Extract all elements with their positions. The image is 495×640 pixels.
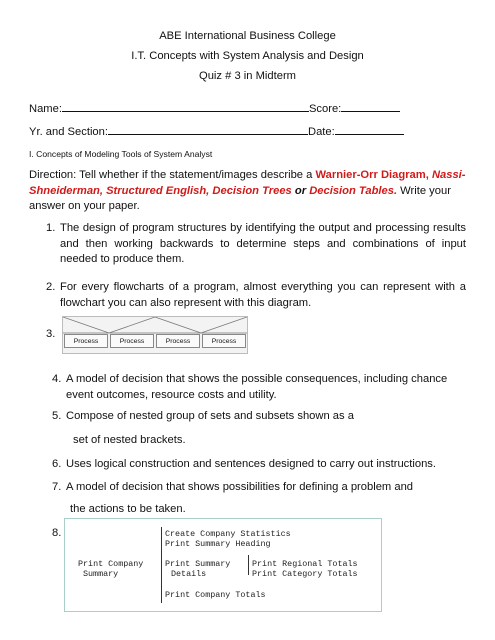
question-1: 1. The design of program structures by identifying the output and processing results and then working backwards to determine steps and combinations of input needed to produce them. (46, 222, 466, 265)
section-field (29, 124, 404, 138)
date-label: Date: (307, 126, 335, 138)
date-blank (335, 124, 404, 135)
ns-process-cell: Process (64, 334, 108, 348)
question-7: 7. A model of decision that shows possibilities for defining a problem and (52, 481, 414, 493)
question-7-cont: the actions to be taken. (70, 503, 186, 515)
ns-condition-lines (63, 317, 247, 334)
part-title: I. Concepts of Modeling Tools of System Analyst (29, 149, 213, 159)
direction-text: Direction: Tell whether if the statement/images describe a Warnier-Orr Diagram, Nassi-Shneiderman, Structured English, Decision Trees or Decision Tables. Write your answer on your paper. (29, 169, 466, 212)
question-5-cont: set of nested brackets. (73, 434, 186, 446)
score-label: Score: (308, 103, 342, 115)
wo-bracket-sub (248, 555, 249, 575)
question-4: 4. A model of decision that shows the possible consequences, including chance event outcomes, resource costs and utility. (52, 373, 448, 401)
question-6: 6. Uses logical construction and sentences designed to carry out instructions. (52, 458, 437, 470)
section-blank (108, 124, 308, 135)
wo-text: Print Category Totals (252, 569, 358, 579)
wo-text: Summary (83, 569, 119, 579)
wo-text: Print Company (78, 559, 144, 569)
score-blank (341, 101, 400, 112)
wo-text: Create Company Statistics (165, 529, 291, 539)
course-title: I.T. Concepts with System Analysis and Design (131, 50, 364, 62)
ns-process-cell: Process (156, 334, 200, 348)
wo-text: Print Company Totals (165, 590, 266, 600)
wo-text: Print Summary (165, 559, 231, 569)
name-field (29, 101, 400, 115)
question-8: 8. (52, 527, 62, 539)
ns-process-cell: Process (202, 334, 246, 348)
name-blank (62, 101, 309, 112)
wo-text: Details (171, 569, 207, 579)
quiz-title: Quiz # 3 in Midterm (199, 70, 296, 82)
school-name: ABE International Business College (159, 30, 336, 42)
question-2: 2. For every flowcharts of a program, almost everything you can represent with a flowchart you can also represent with this diagram. (46, 281, 466, 309)
question-5: 5. Compose of nested group of sets and subsets shown as a (52, 410, 354, 422)
section-label: Yr. and Section: (29, 126, 108, 138)
wo-text: Print Regional Totals (252, 559, 358, 569)
ns-process-cell: Process (110, 334, 154, 348)
question-3: 3. (46, 328, 56, 340)
warnier-orr-diagram (64, 518, 382, 612)
wo-text: Print Summary Heading (165, 539, 271, 549)
name-label: Name: (29, 103, 62, 115)
nassi-shneiderman-diagram (62, 316, 248, 354)
wo-bracket-main (161, 527, 162, 603)
